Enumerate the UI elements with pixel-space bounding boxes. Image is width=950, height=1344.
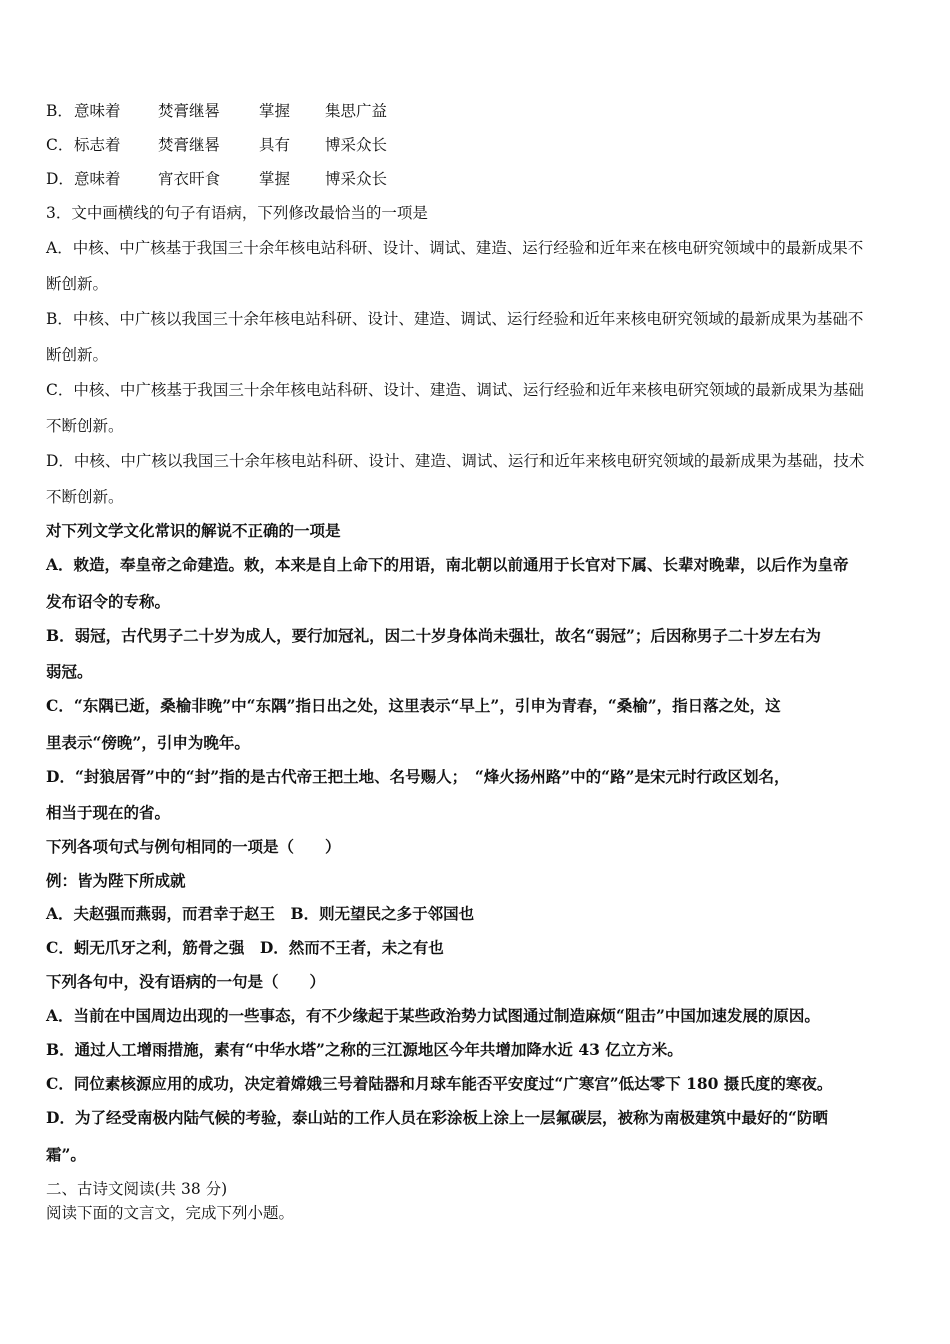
q5-stem: 下列各项句式与例句相同的一项是（ ） <box>46 837 341 856</box>
q3-option-b-line1: B．中核、中广核以我国三十余年核电站科研、设计、建造、调试、运行经验和近年来核电研究领域的最新成果为基础不 <box>46 310 864 328</box>
section2-title: 二、古诗文阅读(共 38 分) <box>46 1180 228 1198</box>
q6-option-d-line2: 霜”。 <box>46 1145 86 1164</box>
q5-example: 例：皆为陛下所成就 <box>46 871 186 890</box>
q6-option-b: B．通过人工增雨措施，素有“中华水塔”之称的三江源地区今年共增加降水近 43 亿立方米。 <box>46 1040 683 1059</box>
q6-option-d-line1: D．为了经受南极内陆气候的考验，泰山站的工作人员在彩涂板上涂上一层氟碳层，被称为南极建筑中最好的“防晒 <box>46 1108 828 1127</box>
q2-option-c: C．标志着 焚膏继晷 具有 博采众长 <box>46 136 388 154</box>
q4-option-b-line2: 弱冠。 <box>46 662 93 681</box>
q4-option-c-line1: C．“东隅已逝，桑榆非晚”中“东隅”指日出之处，这里表示“早上”，引申为青春，“桑榆”，指日落之处，这 <box>46 696 781 715</box>
q2-option-b: B．意味着 焚膏继晷 掌握 集思广益 <box>46 102 388 120</box>
q4-option-a-line1: A．敕造，奉皇帝之命建造。敕，本来是自上命下的用语，南北朝以前通用于长官对下属、长辈对晚辈，以后作为皇帝 <box>46 555 849 574</box>
q4-option-d-line2: 相当于现在的省。 <box>46 803 171 822</box>
q3-option-a-line2: 断创新。 <box>46 275 109 293</box>
q3-option-b-line2: 断创新。 <box>46 346 109 364</box>
q4-option-a-line2: 发布诏令的专称。 <box>46 592 171 611</box>
q3-stem: 3．文中画横线的句子有语病，下列修改最恰当的一项是 <box>46 204 428 222</box>
q4-option-d-line1: D．“封狼居胥”中的“封”指的是古代帝王把土地、名号赐人； “烽火扬州路”中的“路”是宋元时行政区划名， <box>46 767 790 786</box>
q2-option-d: D．意味着 宵衣旰食 掌握 博采众长 <box>46 170 388 188</box>
q3-option-c-line2: 不断创新。 <box>46 417 124 435</box>
q3-option-d-line2: 不断创新。 <box>46 488 124 506</box>
q3-option-d-line1: D．中核、中广核以我国三十余年核电站科研、设计、建造、调试、运行和近年来核电研究领域的最新成果为基础，技术 <box>46 452 865 470</box>
q3-option-a-line1: A．中核、中广核基于我国三十余年核电站科研、设计、调试、建造、运行经验和近年来在核电研究领域中的最新成果不 <box>46 239 864 257</box>
section2-intro: 阅读下面的文言文，完成下列小题。 <box>46 1204 295 1222</box>
q5-options-cd: C．蚓无爪牙之利，筋骨之强 D．然而不王者，未之有也 <box>46 938 444 957</box>
q4-stem: 对下列文学文化常识的解说不正确的一项是 <box>46 521 341 540</box>
q6-stem: 下列各句中，没有语病的一句是（ ） <box>46 972 326 991</box>
q6-option-c: C．同位素核源应用的成功，决定着嫦娥三号着陆器和月球车能否平安度过“广寒宫”低达零下 180 摄氏度的寒夜。 <box>46 1074 833 1093</box>
q5-options-ab: A．夫赵强而燕弱，而君幸于赵王 B．则无望民之多于邻国也 <box>46 904 475 923</box>
q6-option-a: A．当前在中国周边出现的一些事态，有不少缘起于某些政治势力试图通过制造麻烦“阻击”中国加速发展的原因。 <box>46 1006 820 1025</box>
q4-option-c-line2: 里表示“傍晚”，引申为晚年。 <box>46 733 250 752</box>
q3-option-c-line1: C．中核、中广核基于我国三十余年核电站科研、设计、建造、调试、运行经验和近年来核电研究领域的最新成果为基础 <box>46 381 864 399</box>
q4-option-b-line1: B．弱冠，古代男子二十岁为成人，要行加冠礼，因二十岁身体尚未强壮，故名“弱冠”；后因称男子二十岁左右为 <box>46 626 821 645</box>
